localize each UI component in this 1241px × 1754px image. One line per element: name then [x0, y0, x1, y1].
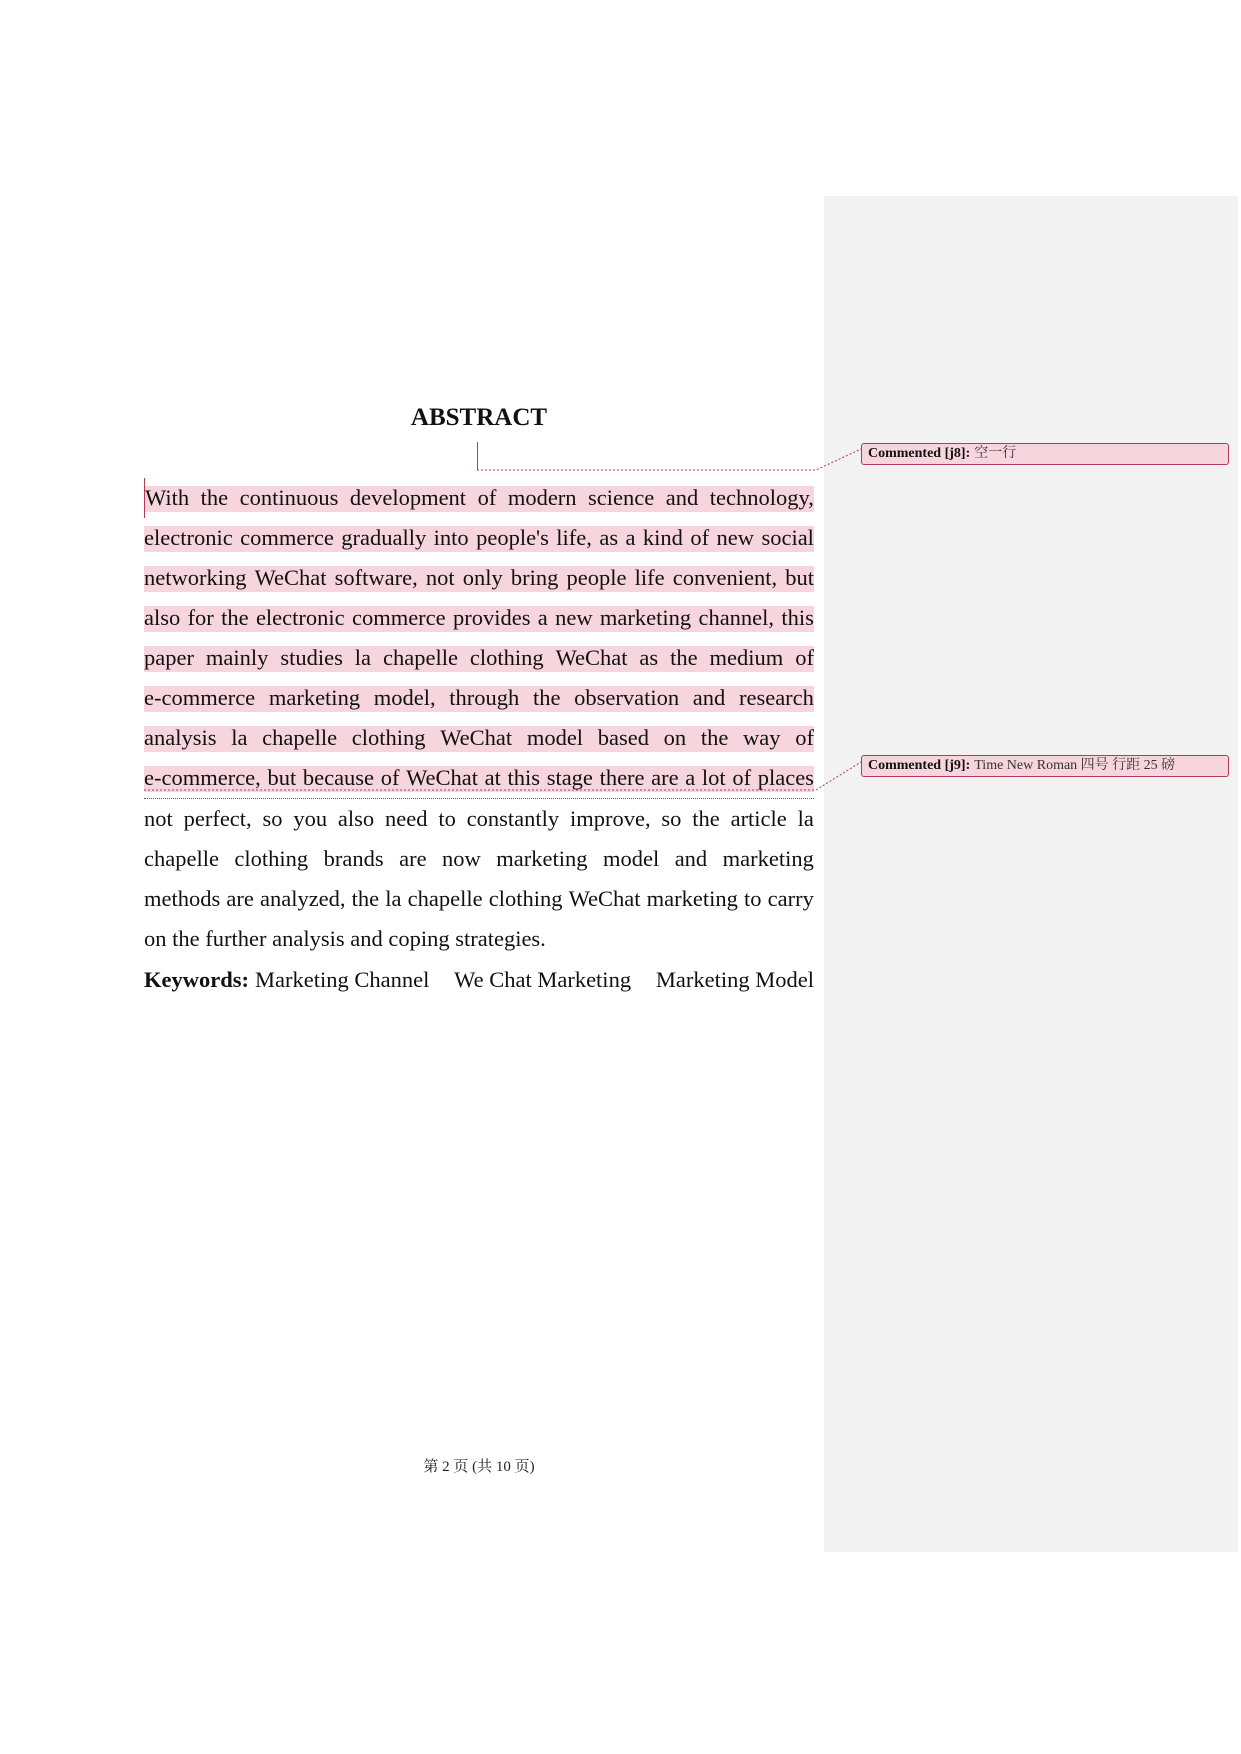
abstract-word: because	[302, 765, 375, 790]
abstract-word: WeChat	[440, 725, 513, 750]
abstract-word: commerce	[240, 525, 334, 550]
abstract-word: marketing	[496, 846, 588, 871]
abstract-word: clothing	[351, 725, 426, 750]
abstract-word: marketing	[599, 605, 692, 630]
abstract-word: coping	[388, 926, 450, 951]
abstract-word: marketing	[722, 846, 814, 871]
abstract-word: now	[442, 846, 481, 871]
abstract-word: perfect,	[183, 806, 252, 831]
abstract-word: e-commerce	[144, 685, 256, 710]
abstract-word: of	[732, 765, 752, 790]
abstract-word: the	[172, 926, 200, 951]
abstract-word: observation	[574, 685, 680, 710]
abstract-word: kind	[642, 525, 683, 550]
abstract-word: a	[685, 765, 696, 790]
abstract-word: for	[187, 605, 214, 630]
abstract-word: continuous	[239, 485, 339, 510]
abstract-word: but	[785, 565, 814, 590]
abstract-word: further	[205, 926, 267, 951]
abstract-word: on	[663, 725, 687, 750]
abstract-word: channel,	[698, 605, 775, 630]
abstract-word: also	[144, 605, 181, 630]
abstract-word: not	[425, 565, 455, 590]
abstract-word: a	[537, 605, 548, 630]
abstract-word: into	[433, 525, 469, 550]
abstract-line	[144, 558, 814, 598]
abstract-word: model	[526, 725, 584, 750]
abstract-word: people's	[476, 525, 549, 550]
abstract-word: mainly	[205, 645, 269, 670]
abstract-word: la	[385, 886, 402, 911]
abstract-word: of	[795, 645, 814, 670]
abstract-word: the	[532, 685, 561, 710]
comment-label: Commented [j9]:	[868, 758, 971, 773]
abstract-word: carry	[767, 886, 814, 911]
comment-j9[interactable]	[861, 755, 1229, 777]
abstract-word: at	[484, 765, 501, 790]
abstract-word: life	[634, 565, 665, 590]
comment-text: Time New Roman 四号 行距 25 磅	[974, 758, 1176, 773]
abstract-word: new	[555, 605, 593, 630]
abstract-word: are	[399, 846, 427, 871]
abstract-word: clothing	[469, 645, 544, 670]
abstract-word: this	[781, 605, 814, 630]
abstract-word: of	[690, 525, 710, 550]
abstract-word: of	[795, 725, 814, 750]
abstract-word: strategies.	[455, 926, 546, 951]
abstract-word: WeChat	[568, 886, 641, 911]
abstract-word: through	[449, 685, 520, 710]
abstract-word: development	[349, 485, 467, 510]
abstract-word: analysis	[144, 725, 217, 750]
abstract-word: chapelle	[407, 886, 483, 911]
abstract-word: medium	[709, 645, 784, 670]
abstract-word: and	[692, 685, 726, 710]
abstract-word: WeChat	[406, 765, 478, 790]
abstract-word: a	[625, 525, 636, 550]
abstract-word: are	[651, 765, 679, 790]
abstract-line	[144, 678, 814, 718]
keywords-line	[144, 960, 814, 1000]
abstract-word: gradually	[341, 525, 427, 550]
abstract-word: also	[337, 806, 375, 831]
abstract-word: this	[507, 765, 541, 790]
abstract-word: and	[665, 485, 699, 510]
abstract-word: marketing	[268, 685, 361, 710]
abstract-word: of	[380, 765, 400, 790]
abstract-line	[144, 718, 814, 758]
abstract-word: and	[350, 926, 383, 951]
abstract-word: improve,	[569, 806, 651, 831]
abstract-word: chapelle	[382, 645, 458, 670]
abstract-word: la	[797, 806, 814, 831]
abstract-word: life,	[556, 525, 592, 550]
abstract-line	[144, 638, 814, 678]
abstract-line	[144, 478, 814, 518]
abstract-word: With	[145, 485, 190, 510]
comment-connector-j8	[477, 449, 861, 470]
keyword-item: We Chat Marketing	[454, 967, 632, 992]
abstract-word: WeChat	[254, 565, 327, 590]
keyword-item: Marketing Channel	[255, 967, 430, 992]
abstract-word: are	[226, 886, 254, 911]
abstract-word: need	[385, 806, 428, 831]
abstract-word: article	[730, 806, 787, 831]
abstract-word: the	[200, 485, 229, 510]
abstract-word: the	[692, 806, 720, 831]
abstract-word: people	[566, 565, 627, 590]
abstract-word: and	[674, 846, 708, 871]
abstract-word: clothing	[488, 886, 563, 911]
abstract-word: the	[351, 886, 380, 911]
abstract-word: e-commerce,	[144, 765, 261, 790]
keywords-label: Keywords:	[144, 967, 249, 992]
abstract-word: studies	[280, 645, 343, 670]
abstract-word: the	[670, 645, 698, 670]
abstract-line	[144, 799, 814, 839]
abstract-word: you	[293, 806, 328, 831]
abstract-word: the	[700, 725, 729, 750]
abstract-word: WeChat	[555, 645, 628, 670]
abstract-word: paper	[144, 645, 194, 670]
abstract-word: on	[144, 926, 167, 951]
abstract-word: places	[757, 765, 814, 790]
abstract-word: as	[599, 525, 619, 550]
comment-label: Commented [j8]:	[868, 446, 971, 461]
abstract-word: way	[743, 725, 781, 750]
abstract-word: of	[477, 485, 497, 510]
abstract-line	[144, 598, 814, 638]
abstract-word: based	[597, 725, 649, 750]
abstract-word: electronic	[255, 605, 345, 630]
abstract-word: commerce	[351, 605, 446, 630]
abstract-word: electronic	[144, 525, 233, 550]
abstract-word: model	[602, 846, 660, 871]
abstract-word: research	[738, 685, 814, 710]
abstract-line	[144, 879, 814, 919]
abstract-word: there	[599, 765, 645, 790]
page-footer: 第 2 页 (共 10 页)	[423, 1459, 535, 1475]
abstract-word: technology,	[709, 485, 814, 510]
abstract-title: ABSTRACT	[410, 404, 548, 431]
abstract-word: new	[716, 525, 755, 550]
abstract-word: only	[462, 565, 503, 590]
abstract-word: chapelle	[262, 725, 338, 750]
abstract-word: marketing	[646, 886, 738, 911]
abstract-word: but	[267, 765, 297, 790]
abstract-word: the	[221, 605, 249, 630]
abstract-word: to	[744, 886, 762, 911]
abstract-word: model,	[373, 685, 436, 710]
abstract-line	[144, 758, 814, 799]
abstract-word: brands	[323, 846, 384, 871]
abstract-word: so	[262, 806, 283, 831]
abstract-word: science	[588, 485, 655, 510]
abstract-word: lot	[701, 765, 726, 790]
abstract-word: social	[761, 525, 814, 550]
abstract-word: bring	[510, 565, 559, 590]
abstract-word: provides	[452, 605, 531, 630]
abstract-line	[144, 518, 814, 558]
abstract-word: software,	[334, 565, 418, 590]
abstract-word: as	[639, 645, 659, 670]
abstract-body	[144, 478, 814, 959]
abstract-word: la	[231, 725, 248, 750]
abstract-line	[144, 919, 814, 959]
keyword-item: Marketing Model	[655, 967, 814, 992]
abstract-word: so	[661, 806, 682, 831]
abstract-word: clothing	[234, 846, 309, 871]
abstract-word: analysis	[272, 926, 345, 951]
comment-text: 空一行	[974, 446, 1017, 461]
abstract-word: chapelle	[144, 846, 219, 871]
comment-pane	[824, 196, 1238, 1552]
abstract-word: methods	[144, 886, 221, 911]
abstract-word: convenient,	[672, 565, 778, 590]
empty-line-comment-anchor	[477, 442, 478, 470]
abstract-word: modern	[507, 485, 577, 510]
abstract-word: networking	[144, 565, 247, 590]
comment-j8[interactable]	[861, 443, 1229, 465]
abstract-word: stage	[546, 765, 593, 790]
abstract-word: analyzed,	[259, 886, 346, 911]
abstract-word: constantly	[466, 806, 560, 831]
abstract-word: to	[438, 806, 456, 831]
abstract-word: not	[144, 806, 173, 831]
abstract-line	[144, 839, 814, 879]
abstract-word: la	[354, 645, 372, 670]
